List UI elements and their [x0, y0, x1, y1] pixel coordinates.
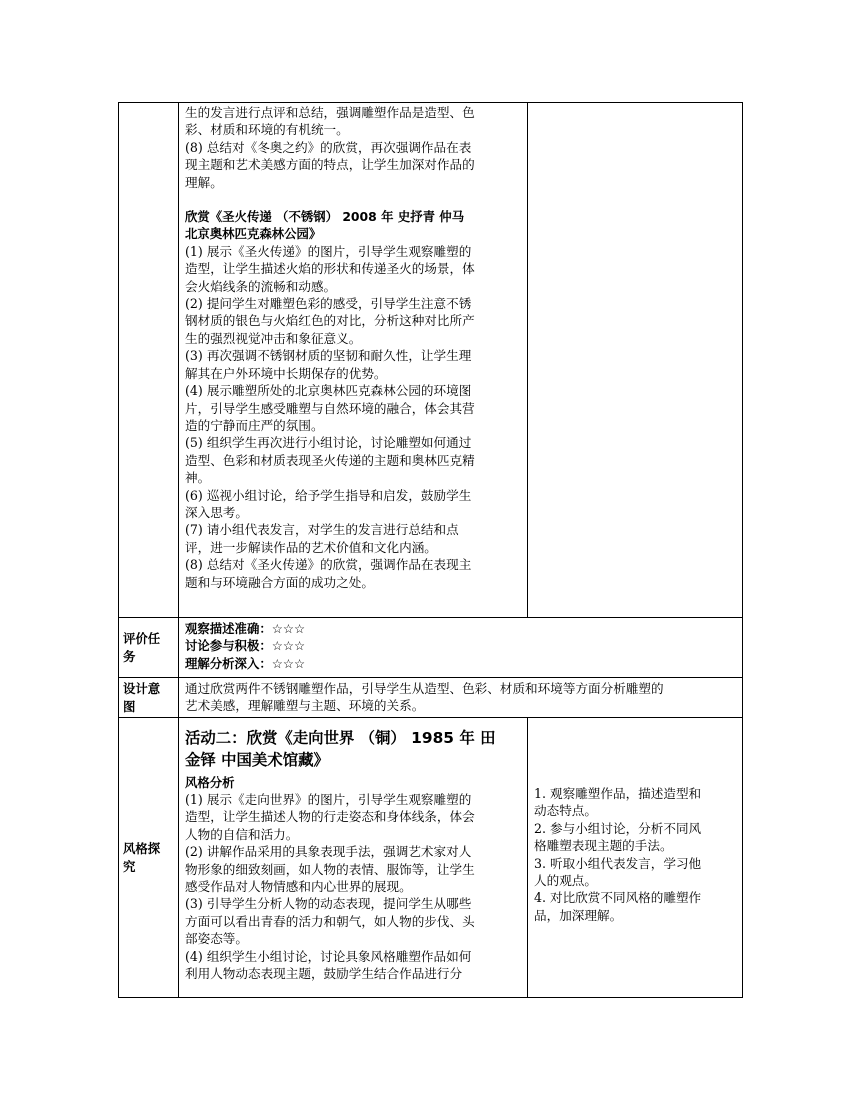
- activity-title-line: 活动二：欣赏《走向世界 （铜） 1985 年 田: [185, 729, 496, 747]
- text-line: 部姿态等。: [185, 931, 248, 947]
- text-line: 神。: [185, 470, 211, 486]
- evaluation-label-cell: [119, 618, 179, 678]
- text-line: (1) 展示《圣火传递》的图片，引导学生观察雕塑的: [185, 243, 472, 259]
- design-label: 设计意: [123, 680, 161, 696]
- text-line: 感受作品对人物情感和内心世界的展现。: [185, 879, 412, 895]
- text-line: 物形象的细致刻画，如人物的表情、服饰等，让学生: [185, 861, 475, 877]
- star-rating: ☆☆☆: [271, 621, 306, 636]
- artwork-heading-line: 欣赏《圣火传递 （不锈钢） 2008 年 史抒青 仲马: [185, 209, 465, 225]
- text-line: (2) 讲解作品采用的具象表现手法，强调艺术家对人: [185, 844, 472, 860]
- text-line: 人物的自信和活力。: [185, 826, 299, 842]
- teacher-activity-cell: [179, 103, 528, 618]
- text-line: 通过欣赏两件不锈钢雕塑作品，引导学生从造型、色彩、材质和环境等方面分析雕塑的: [185, 681, 664, 696]
- design-label: 图: [123, 698, 136, 714]
- text-line: 钢材质的银色与火焰红色的对比，分析这种对比所产: [185, 313, 475, 329]
- text-line: 造型、色彩和材质表现圣火传递的主题和奥林匹克精: [185, 452, 475, 468]
- student-activity-line: 格雕塑表现主题的手法。: [534, 838, 673, 854]
- evaluation-label: 务: [123, 648, 136, 664]
- star-rating: ☆☆☆: [271, 655, 306, 671]
- text-line: 深入思考。: [185, 504, 248, 520]
- evaluation-item: [185, 637, 737, 654]
- style-label-cell: [119, 718, 179, 998]
- student-activity-line: 品，加深理解。: [534, 907, 623, 923]
- student-activity-line: 3. 听取小组代表发言，学习他: [534, 855, 702, 871]
- text-line: (1) 展示《走向世界》的图片，引导学生观察雕塑的: [185, 792, 472, 807]
- text-line: 彩、材质和环境的有机统一。: [185, 122, 349, 138]
- artwork-heading-line: 北京奥林匹克森林公园》: [185, 226, 322, 242]
- text-line: 题和与环境融合方面的成功之处。: [185, 574, 374, 590]
- text-line: (5) 组织学生再次进行小组讨论，讨论雕塑如何通过: [185, 435, 472, 451]
- text-line: 评，进一步解读作品的艺术价值和文化内涵。: [185, 539, 437, 555]
- star-rating: ☆☆☆: [271, 638, 306, 654]
- style-label: 究: [123, 858, 136, 874]
- activity-continuation-row: [119, 103, 743, 618]
- lesson-plan-table: [118, 102, 743, 998]
- section-subheading: 风格分析: [185, 775, 235, 790]
- activity-title-line: 金铎 中国美术馆藏》: [185, 751, 329, 769]
- text-line: 造的宁静而庄严的氛围。: [185, 417, 324, 433]
- text-line: 生的强烈视觉冲击和象征意义。: [185, 330, 362, 346]
- text-line: 方面可以看出青春的活力和朝气，如人物的步伐、头: [185, 913, 475, 929]
- evaluation-item-label: 观察描述准确：: [185, 621, 272, 636]
- text-line: 造型，让学生描述人物的行走姿态和身体线条，体会: [185, 809, 475, 825]
- text-line: 利用人物动态表现主题，鼓励学生结合作品进行分: [185, 966, 463, 982]
- evaluation-item: [185, 620, 737, 637]
- student-activity-cell-empty: [528, 103, 743, 618]
- text-line: 会火焰线条的流畅和动感。: [185, 278, 337, 294]
- student-activity-line: 2. 参与小组讨论，分析不同风: [534, 820, 702, 836]
- text-line: (4) 展示雕塑所处的北京奥林匹克森林公园的环境图: [185, 383, 472, 399]
- row-label-cell-empty: [119, 103, 179, 618]
- evaluation-content-cell: [179, 618, 743, 678]
- design-label-cell: [119, 678, 179, 718]
- evaluation-item: [185, 655, 737, 672]
- text-line: (3) 再次强调不锈钢材质的坚韧和耐久性，让学生理: [185, 348, 472, 364]
- text-line: 解其在户外环境中长期保存的优势。: [185, 365, 387, 381]
- text-line: 现主题和艺术美感方面的特点，让学生加深对作品的: [185, 157, 475, 173]
- evaluation-label: 评价任: [123, 630, 161, 646]
- text-line: (3) 引导学生分析人物的动态表现，提问学生从哪些: [185, 896, 472, 912]
- student-activity-line: 人的观点。: [534, 873, 597, 889]
- text-line: (7) 请小组代表发言，对学生的发言进行总结和点: [185, 522, 459, 538]
- text-line: (6) 巡视小组讨论，给予学生指导和启发，鼓励学生: [185, 487, 472, 503]
- blank-line: [185, 191, 522, 208]
- text-line: 生的发言进行点评和总结，强调雕塑作品是造型、色: [185, 105, 475, 120]
- text-line: (8) 总结对《圣火传递》的欣赏，强调作品在表现主: [185, 557, 472, 573]
- design-content-cell: [179, 678, 743, 718]
- style-exploration-row: [119, 718, 743, 998]
- activity-title: [185, 727, 522, 771]
- style-student-cell: [528, 718, 743, 998]
- student-activity-line: 1. 观察雕塑作品，描述造型和: [534, 786, 702, 801]
- evaluation-item-label: 理解分析深入：: [185, 655, 272, 671]
- evaluation-item-label: 讨论参与积极：: [185, 638, 272, 654]
- text-line: 造型，让学生描述火焰的形状和传递圣火的场景，体: [185, 261, 475, 277]
- student-activity-line: 4. 对比欣赏不同风格的雕塑作: [534, 890, 702, 906]
- student-activity-line: 动态特点。: [534, 803, 597, 819]
- text-line: 艺术美感，理解雕塑与主题、环境的关系。: [185, 698, 425, 714]
- text-line: 理解。: [185, 174, 223, 190]
- text-line: (8) 总结对《冬奥之约》的欣赏，再次强调作品在表: [185, 139, 472, 155]
- text-line: 片，引导学生感受雕塑与自然环境的融合，体会其营: [185, 400, 475, 416]
- evaluation-row: [119, 618, 743, 678]
- design-intent-row: [119, 678, 743, 718]
- text-line: (2) 提问学生对雕塑色彩的感受，引导学生注意不锈: [185, 296, 472, 312]
- text-line: (4) 组织学生小组讨论，讨论具象风格雕塑作品如何: [185, 948, 472, 964]
- style-label: 风格探: [123, 840, 161, 856]
- style-teacher-cell: [179, 718, 528, 998]
